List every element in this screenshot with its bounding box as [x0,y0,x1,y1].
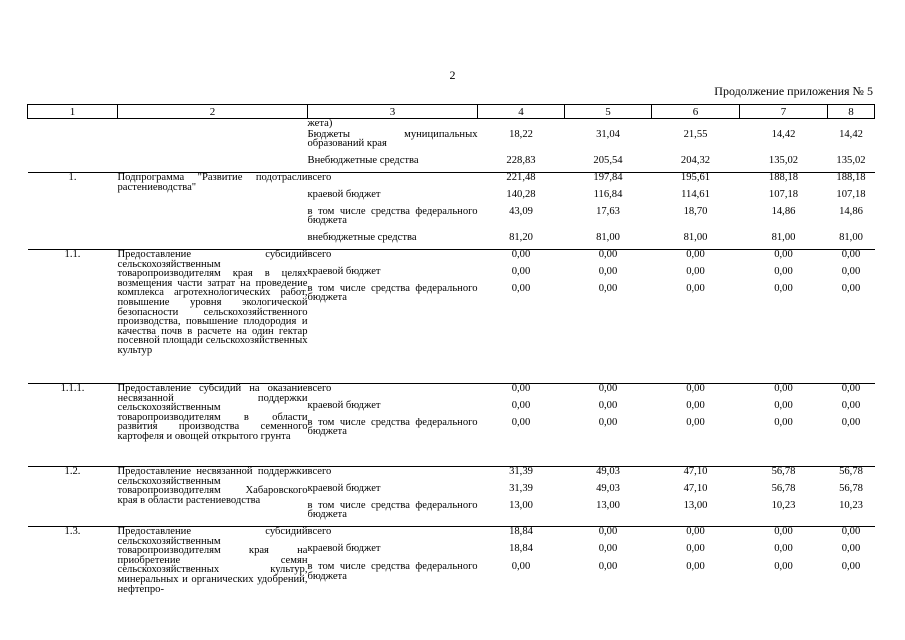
value-col-7: 0,00 [740,384,828,401]
value-col-6: 0,00 [686,543,705,555]
value-col-7: 0,00 [774,416,793,428]
value-col-5: 31,04 [596,128,620,140]
item-name: Предоставление субсидий на оказание несвязанной поддержки сельскохозяйственным товаропроизводителям в области развития производства семенного картофеля и овощей открытого грунта [118,384,308,467]
value-col-5: 0,00 [598,282,618,294]
value-col-5: 0,00 [598,399,618,411]
value-col-8: 56,78 [828,467,875,484]
value-col-4: 0,00 [511,416,531,428]
value-col-4: 31,39 [478,467,565,484]
funding-source: краевой бюджет [307,399,381,411]
funding-source: Внебюджетные средства [307,154,419,166]
funding-source: в том числе средства федерального бюджета [307,205,478,227]
table-row [28,173,875,190]
value-col-8: 0,00 [841,543,861,555]
value-col-4: 0,00 [478,250,565,267]
value-col-6: 0,00 [686,399,705,411]
item-number: 1.1. [28,250,118,384]
item-number: 1.2. [28,467,118,527]
value-col-4: 0,00 [511,265,531,277]
value-col-5: 0,00 [598,265,618,277]
value-col-8: 188,18 [828,173,875,190]
item-name [118,119,308,173]
value-col-4: 0,00 [478,384,565,401]
value-col-5: 13,00 [596,499,620,511]
value-col-6: 18,70 [683,205,708,217]
funding-source: всего [308,173,478,190]
value-col-7: 56,78 [771,482,796,494]
value-col-7: 14,42 [771,128,796,140]
header-col-8: 8 [828,105,875,119]
value-col-4: 18,84 [478,527,565,545]
funding-source: жета) [307,118,333,129]
value-col-7: 81,00 [771,231,796,243]
value-col-7: 56,78 [740,467,828,484]
funding-source: всего [308,527,478,545]
value-col-7: 0,00 [740,250,828,267]
item-name: Предоставление субсидий сельскохозяйственным товаропроизводителям края в целях возмещения части затрат на проведение комплекса агротехнологических работ, повышение уровня экологической безопасности сельскохозяйственного производства, повышение плодородия и качества почв в расчете на один гектар посевной площади сельскохозяйственных культур [118,250,308,384]
item-number: 1.1.1. [28,384,118,467]
funding-source: краевой бюджет [307,265,381,277]
value-col-7: 0,00 [774,543,793,555]
value-col-6: 13,00 [683,499,708,511]
value-col-5 [565,119,652,130]
value-col-5: 205,54 [593,154,623,166]
value-col-6: 0,00 [686,265,705,277]
value-col-7 [740,119,828,130]
table-row [28,384,875,401]
value-col-4: 228,83 [506,154,536,166]
value-col-6: 114,61 [681,188,710,200]
item-number: 1.3. [28,527,118,595]
value-col-8: 0,00 [841,561,861,573]
value-col-5: 0,00 [598,561,618,573]
value-col-8: 135,02 [836,154,866,166]
value-col-4: 18,22 [509,128,533,140]
value-col-4: 13,00 [509,499,533,511]
page-number: 2 [449,68,456,82]
value-col-6: 0,00 [652,250,740,267]
value-col-8: 14,42 [839,128,863,140]
funding-source: Бюджеты муниципальных образований края [307,128,478,150]
funding-source: всего [308,467,478,484]
header-row [28,105,875,119]
funding-source: краевой бюджет [307,188,381,200]
value-col-5: 49,03 [565,467,652,484]
item-name: Предоставление несвязанной поддержки сельскохозяйственным товаропроизводителям Хабаровского края в области растениеводства [118,467,308,527]
value-col-4: 43,09 [509,205,533,217]
value-col-8: 14,86 [839,205,863,217]
header-col-3: 3 [308,105,478,119]
value-col-6: 0,00 [686,416,705,428]
budget-table [27,104,875,594]
value-col-5: 0,00 [565,527,652,545]
funding-source: в том числе средства федерального бюджета [307,499,478,521]
value-col-4: 81,20 [509,231,533,243]
value-col-8: 0,00 [841,265,861,277]
value-col-6: 0,00 [686,282,705,294]
value-col-7: 0,00 [774,282,793,294]
funding-source: внебюджетные средства [307,231,417,243]
funding-source: всего [308,384,478,401]
value-col-7: 135,02 [768,154,799,166]
value-col-4: 0,00 [511,282,531,294]
value-col-8: 10,23 [839,499,863,511]
value-col-7: 14,86 [771,205,796,217]
value-col-4: 221,48 [478,173,565,190]
funding-source: краевой бюджет [307,543,381,555]
value-col-5: 17,63 [596,205,620,217]
header-col-5: 5 [565,105,652,119]
value-col-6 [652,119,740,130]
header-col-7: 7 [740,105,828,119]
value-col-5: 0,00 [598,416,618,428]
value-col-5: 0,00 [565,384,652,401]
funding-source: в том числе средства федерального бюджета [307,416,478,438]
value-col-5: 116,84 [593,188,623,200]
value-col-6: 0,00 [652,527,740,545]
header-col-6: 6 [652,105,740,119]
funding-source: в том числе средства федерального бюджета [307,282,478,304]
value-col-7: 188,18 [740,173,828,190]
value-col-7: 0,00 [774,399,793,411]
value-col-6: 195,61 [652,173,740,190]
value-col-7: 10,23 [771,499,796,511]
item-number: 1. [28,173,118,250]
value-col-6: 47,10 [683,482,708,494]
value-col-8: 0,00 [828,250,875,267]
value-col-5: 197,84 [565,173,652,190]
funding-source: краевой бюджет [307,482,381,494]
continuation-label: Продолжение приложения № 5 [714,84,873,98]
table-row [28,250,875,267]
value-col-8: 0,00 [841,399,861,411]
value-col-8: 107,18 [836,188,866,200]
value-col-7: 0,00 [774,561,793,573]
header-col-4: 4 [478,105,565,119]
item-number [28,119,118,173]
table-row [28,119,875,130]
table-row [28,527,875,545]
value-col-8: 0,00 [841,416,861,428]
value-col-7: 0,00 [740,527,828,545]
value-col-6: 81,00 [683,231,708,243]
value-col-4: 31,39 [509,482,533,494]
value-col-4 [478,119,565,130]
value-col-6: 0,00 [652,384,740,401]
item-name: Предоставление субсидий сельскохозяйственным товаропроизводителям края на приобретение семян сельскохозяйственных культур, минеральных и органических удобрений, нефтепро- [117,526,308,595]
value-col-5: 0,00 [565,250,652,267]
value-col-4: 18,84 [509,543,533,555]
value-col-5: 0,00 [598,543,618,555]
value-col-7: 0,00 [774,265,793,277]
value-col-8: 81,00 [839,231,863,243]
value-col-4: 0,00 [511,399,531,411]
value-col-5: 49,03 [596,482,620,494]
value-col-7: 107,18 [768,188,799,200]
value-col-8 [828,119,875,130]
value-col-6: 204,32 [680,154,711,166]
item-name: Подпрограмма "Развитие подотрасли растениеводства" [118,173,308,250]
header-col-2: 2 [118,105,308,119]
value-col-4: 140,28 [506,188,536,200]
value-col-8: 56,78 [839,482,863,494]
value-col-6: 21,55 [683,128,708,140]
value-col-8: 0,00 [828,384,875,401]
value-col-6: 47,10 [652,467,740,484]
header-col-1: 1 [28,105,118,119]
value-col-8: 0,00 [828,527,875,545]
value-col-8: 0,00 [841,282,861,294]
funding-source: в том числе средства федерального бюджета [307,561,478,583]
value-col-6: 0,00 [686,561,705,573]
table-row [28,467,875,484]
value-col-4: 0,00 [511,561,531,573]
value-col-5: 81,00 [596,231,620,243]
funding-source: всего [308,250,478,267]
